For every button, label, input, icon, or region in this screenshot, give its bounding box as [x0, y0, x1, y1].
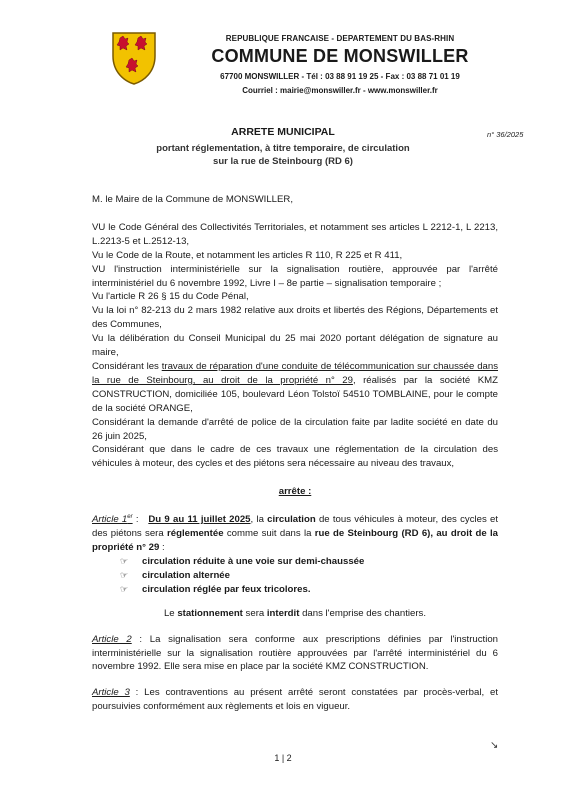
considerant-works-subject: travaux de réparation d'une conduite de télécommunication sur chaussée dans la rue de Steinbourg, au droit de la propriété n° 29	[92, 360, 499, 386]
document-body	[92, 193, 498, 714]
arrete-number: n° 36/2025	[487, 130, 524, 139]
document-subtitle-line1: portant réglementation, à titre temporaire, de circulation	[156, 143, 410, 154]
article-1-circulation: circulation	[267, 514, 316, 526]
vu-paragraph: VU le Code Général des Collectivités Territoriales, et notamment ses articles L 2212-1, L 2213, L.2213-5 et L.2512-13,	[92, 221, 498, 247]
parking-interdit: interdit	[266, 607, 300, 619]
header-republic: REPUBLIQUE FRANCAISE - DEPARTEMENT DU BAS-RHIN	[225, 34, 455, 43]
parking-text: Le	[163, 607, 178, 619]
article-3-text: : Les contraventions au présent arrêté seront constatées par procès-verbal, et poursuivies conformément aux règlements et lois en vigueur.	[92, 687, 498, 713]
parking-ban	[92, 607, 498, 621]
pointing-hand-icon: ☞	[120, 569, 129, 580]
coat-of-arms-icon	[110, 30, 158, 86]
vu-paragraph: VU l'instruction interministérielle sur la signalisation routière, approuvée par l'arrêté interministériel du 6 novembre 1992, Livre I – 8e partie – signalisation temporaire ;	[92, 263, 498, 289]
page-number: 1 | 2	[274, 753, 292, 763]
article-2-label: Article 2	[92, 633, 132, 645]
parking-word: stationnement	[177, 607, 243, 619]
pointing-hand-icon: ☞	[120, 556, 129, 567]
considerant-request: Considérant la demande d'arrêté de police de la circulation faite par ladite société en date du 26 juin 2025,	[92, 416, 498, 442]
vu-paragraph: Vu la loi n° 82-213 du 2 mars 1982 relative aux droits et libertés des Régions, Départements et des Communes,	[92, 305, 498, 331]
article-3	[92, 686, 498, 714]
article-1-text: comme suit dans la	[223, 528, 315, 540]
considerant-works	[92, 360, 498, 416]
article-1-dates: Du 9 au 11 juillet 2025	[148, 514, 251, 526]
vu-paragraph: Vu le Code de la Route, et notamment les articles R 110, R 225 et R 411,	[92, 249, 403, 261]
measure-text: circulation alternée	[142, 569, 230, 581]
parking-text: dans l'emprise des chantiers.	[299, 607, 427, 619]
document-subtitle-line2: sur la rue de Steinbourg (RD 6)	[213, 156, 353, 167]
considerant-works-suffix: , réalisés par la société KMZ CONSTRUCTION, domiciliée 105, boulevard Léon Tolstoï 54510 TOMBLAINE, pour le compte de la société ORANGE,	[92, 374, 498, 414]
header-contact: Courriel : mairie@monswiller.fr - www.monswiller.fr	[242, 86, 438, 95]
article-1-location: rue de Steinbourg (RD 6), au droit de la propriété n° 29	[92, 528, 498, 554]
article-2-text: : La signalisation sera conforme aux prescriptions définies par l'instruction interministérielle sur la signalisation routière approuvées par l'arrêté interministériel du 6 novembre 1992. Elle sera mise en place par la société KMZ CONSTRUCTION.	[92, 633, 499, 673]
pointing-hand-icon: ☞	[120, 583, 129, 594]
measure-text: circulation réglée par feux tricolores.	[142, 583, 311, 595]
article-1-reglementee: réglementée	[167, 528, 224, 540]
vu-paragraph: Vu l'article R 26 § 15 du Code Pénal,	[92, 291, 249, 303]
article-2	[92, 633, 498, 675]
arrete-heading: arrête :	[278, 486, 312, 498]
article-1-label: Article 1er	[92, 514, 133, 526]
considerant-regulation: Considérant que dans le cadre de ces travaux une réglementation de la circulation des véhicules à moteur, des cycles et des piétons sera nécessaire au niveau des travaux,	[92, 444, 498, 470]
intro-line: M. le Maire de la Commune de MONSWILLER,	[92, 194, 294, 205]
considerant-works-prefix: Considérant les	[92, 360, 162, 372]
article-1	[92, 511, 498, 555]
article-1-measures	[92, 555, 498, 597]
measure-item	[92, 569, 498, 583]
article-1-text: de tous véhicules à moteur, des cycles et des piétons sera	[92, 514, 499, 540]
article-1-text: , la	[250, 514, 268, 526]
measure-item	[92, 583, 498, 597]
article-1-colon: :	[132, 514, 139, 526]
article-3-label: Article 3	[92, 687, 130, 699]
vu-paragraph: Vu la délibération du Conseil Municipal du 25 mai 2020 portant délégation de signature au maire,	[92, 333, 498, 359]
measure-text: circulation réduite à une voie sur demi-chaussée	[142, 556, 365, 568]
measure-item	[92, 555, 498, 569]
header-commune-name: COMMUNE DE MONSWILLER	[211, 46, 469, 66]
document-title: ARRETE MUNICIPAL	[231, 126, 335, 138]
parking-text: sera	[242, 607, 267, 619]
article-1-text: :	[159, 542, 165, 554]
corner-mark-icon: ↘	[490, 740, 499, 751]
header-address: 67700 MONSWILLER - Tél : 03 88 91 19 25 - Fax : 03 88 71 01 19	[220, 72, 460, 81]
